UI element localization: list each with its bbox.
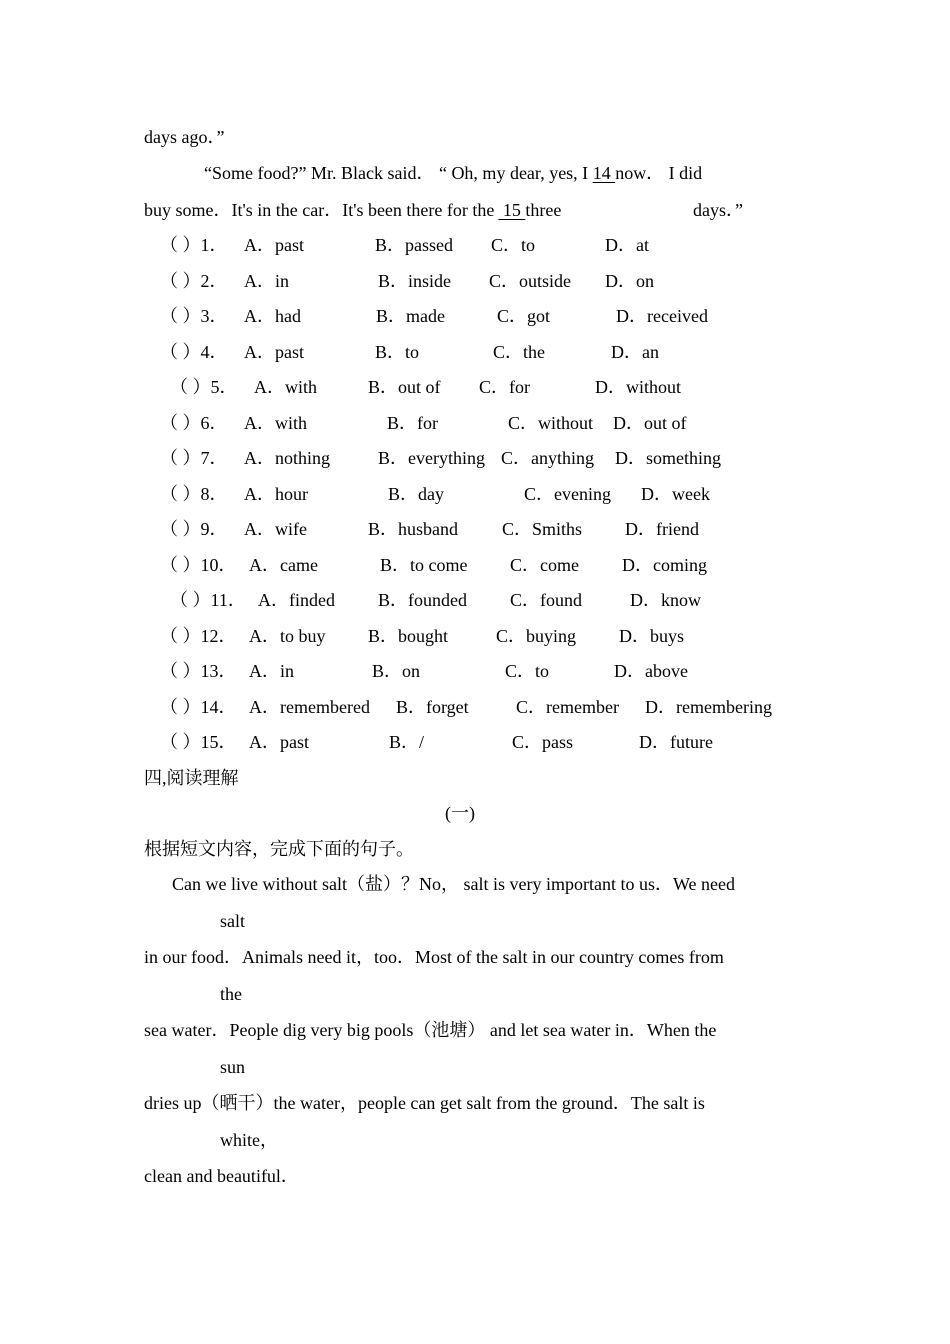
- story-line-1: days ago．”: [144, 127, 225, 147]
- option-d[interactable]: D．coming: [622, 555, 707, 575]
- option-d[interactable]: D．received: [616, 306, 708, 326]
- section-heading: 四,阅读理解: [144, 768, 239, 788]
- option-c[interactable]: C．without: [508, 413, 594, 433]
- question-number: （ ）12．: [160, 626, 237, 646]
- option-d[interactable]: D．out of: [613, 413, 687, 433]
- blank-14: 14: [592, 163, 616, 183]
- question-number: （ ）3．: [160, 306, 228, 326]
- option-b[interactable]: B．to: [375, 342, 420, 362]
- option-a[interactable]: A．with: [244, 413, 307, 433]
- option-a[interactable]: A．had: [244, 306, 301, 326]
- option-c[interactable]: C．to: [491, 235, 536, 255]
- question-number: （ ）2．: [160, 271, 228, 291]
- option-c[interactable]: C．got: [497, 306, 551, 326]
- option-b[interactable]: B．made: [376, 306, 445, 326]
- option-d[interactable]: D．without: [595, 377, 682, 397]
- option-b[interactable]: B．out of: [368, 377, 441, 397]
- passage-line: white，: [220, 1130, 278, 1150]
- option-b[interactable]: B．forget: [396, 697, 469, 717]
- option-c[interactable]: C．come: [510, 555, 579, 575]
- option-c[interactable]: C．anything: [501, 448, 594, 468]
- option-c[interactable]: C．remember: [516, 697, 619, 717]
- option-b[interactable]: B．founded: [378, 590, 467, 610]
- option-d[interactable]: D．on: [605, 271, 654, 291]
- option-c[interactable]: C．buying: [496, 626, 577, 646]
- passage-line: Can we live without salt（盐）？No， salt is very important to us．We need: [172, 874, 735, 894]
- option-c[interactable]: C．for: [479, 377, 530, 397]
- story-line-3-end: days．”: [693, 200, 743, 220]
- option-b[interactable]: B．to come: [380, 555, 468, 575]
- section-subheading: (一): [445, 803, 475, 823]
- question-number: （ ）5．: [170, 377, 238, 397]
- option-d[interactable]: D．above: [614, 661, 688, 681]
- question-number: （ ）11．: [170, 590, 246, 610]
- option-a[interactable]: A．remembered: [249, 697, 370, 717]
- story-line-3-mid: three: [525, 200, 562, 220]
- passage-line: the: [220, 984, 242, 1004]
- option-a[interactable]: A．in: [244, 271, 289, 291]
- option-a[interactable]: A．hour: [244, 484, 308, 504]
- option-b[interactable]: B．on: [372, 661, 421, 681]
- passage-line: dries up（晒干）the water，people can get salt from the ground．The salt is: [144, 1093, 705, 1113]
- question-number: （ ）13．: [160, 661, 237, 681]
- question-number: （ ）1．: [160, 235, 228, 255]
- passage-line: sun: [220, 1057, 246, 1077]
- option-a[interactable]: A．wife: [244, 519, 307, 539]
- question-number: （ ）4．: [160, 342, 228, 362]
- option-b[interactable]: B．husband: [368, 519, 458, 539]
- story-line-2-end: now． I did: [615, 163, 703, 183]
- story-line-2: [204, 162, 702, 184]
- option-b[interactable]: B．day: [388, 484, 444, 504]
- question-number: （ ）14．: [160, 697, 237, 717]
- story-line-3: [144, 199, 561, 221]
- option-b[interactable]: B．everything: [378, 448, 485, 468]
- option-d[interactable]: D．buys: [619, 626, 685, 646]
- option-d[interactable]: D．know: [630, 590, 701, 610]
- option-d[interactable]: D．remembering: [645, 697, 772, 717]
- question-number: （ ）10．: [160, 555, 237, 575]
- option-d[interactable]: D．an: [611, 342, 659, 362]
- story-line-2-text: “Some food?” Mr. Black said． “ Oh, my dear, yes, I: [204, 163, 589, 183]
- option-a[interactable]: A．nothing: [244, 448, 331, 468]
- question-number: （ ）8．: [160, 484, 228, 504]
- option-d[interactable]: D．something: [615, 448, 721, 468]
- option-b[interactable]: B．bought: [368, 626, 449, 646]
- option-d[interactable]: D．at: [605, 235, 649, 255]
- passage-line: clean and beautiful．: [144, 1166, 299, 1186]
- option-a[interactable]: A．past: [244, 342, 304, 362]
- option-a[interactable]: A．finded: [258, 590, 335, 610]
- question-number: （ ）7．: [160, 448, 228, 468]
- option-b[interactable]: B．for: [387, 413, 438, 433]
- option-c[interactable]: C．the: [493, 342, 545, 362]
- option-a[interactable]: A．to buy: [249, 626, 326, 646]
- section-instruction: 根据短文内容，完成下面的句子。: [144, 839, 414, 859]
- question-number: （ ）6．: [160, 413, 228, 433]
- option-c[interactable]: C．to: [505, 661, 550, 681]
- story-line-3-text: buy some．It's in the car．It's been there for the: [144, 200, 495, 220]
- option-a[interactable]: A．came: [249, 555, 318, 575]
- option-c[interactable]: C．outside: [489, 271, 572, 291]
- option-d[interactable]: D．friend: [625, 519, 699, 539]
- option-a[interactable]: A．past: [249, 732, 309, 752]
- option-d[interactable]: D．future: [639, 732, 713, 752]
- question-number: （ ）15．: [160, 732, 237, 752]
- passage-line: sea water．People dig very big pools（池塘） and let sea water in．When the: [144, 1020, 717, 1040]
- option-c[interactable]: C．evening: [524, 484, 611, 504]
- option-c[interactable]: C．pass: [512, 732, 574, 752]
- option-d[interactable]: D．week: [641, 484, 710, 504]
- question-number: （ ）9．: [160, 519, 228, 539]
- option-c[interactable]: C．found: [510, 590, 582, 610]
- option-a[interactable]: A．with: [254, 377, 317, 397]
- passage-line: in our food．Animals need it，too．Most of the salt in our country comes from: [144, 947, 724, 967]
- option-b[interactable]: B．passed: [375, 235, 453, 255]
- option-b[interactable]: B．inside: [378, 271, 452, 291]
- option-b[interactable]: B．/: [389, 732, 425, 752]
- passage-line: salt: [220, 911, 245, 931]
- option-a[interactable]: A．past: [244, 235, 304, 255]
- option-c[interactable]: C．Smiths: [502, 519, 583, 539]
- blank-15: 15: [498, 200, 526, 220]
- option-a[interactable]: A．in: [249, 661, 294, 681]
